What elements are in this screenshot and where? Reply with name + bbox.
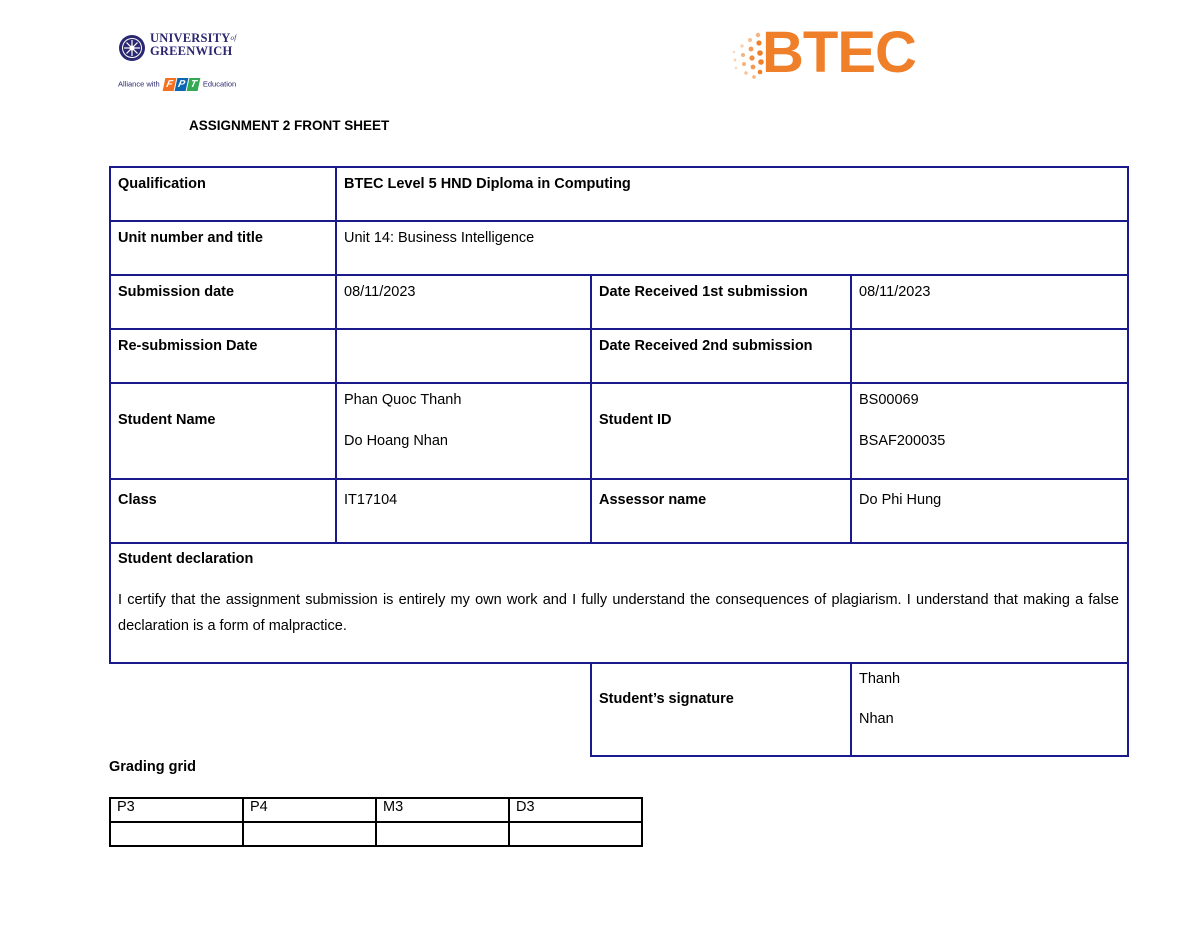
greenwich-seal-icon [118,34,146,62]
student-id-label: Student ID [599,412,672,428]
grading-grid [109,797,643,847]
qualification-value: BTEC Level 5 HND Diploma in Computing [344,176,631,192]
assessor-value: Do Phi Hung [859,492,942,508]
table-border [590,755,1129,757]
greenwich-wordmark [150,32,236,58]
table-border [109,542,1129,544]
grade-value-p3 [110,822,243,846]
grading-grid-title: Grading grid [109,759,196,775]
alliance-suffix: Education [202,79,237,89]
student-name-1: Phan Quoc Thanh [344,392,462,408]
table-border [109,478,1129,480]
greenwich-of: of [230,34,237,42]
declaration-label: Student declaration [118,551,254,567]
grading-grid-value-row [110,822,642,846]
btec-wordmark: BTEC [762,20,916,85]
fpt-letter-f: F [162,78,176,91]
grade-value-m3 [376,822,509,846]
page-title: ASSIGNMENT 2 FRONT SHEET [189,118,390,133]
class-value: IT17104 [344,492,398,508]
unit-label: Unit number and title [118,230,263,246]
qualification-label: Qualification [118,176,206,192]
greenwich-line2: GREENWICH [150,44,233,58]
fpt-logo [164,78,199,91]
date-received-2-value [851,329,867,347]
greenwich-line1: UNIVERSITY [150,31,231,45]
greenwich-logo [118,32,248,94]
date-received-1-label: Date Received 1st submission [599,284,808,300]
signature-1: Thanh [859,671,901,687]
btec-logo [728,20,916,86]
table-border [109,662,1129,664]
fpt-letter-p: P [174,78,188,91]
submission-date-label: Submission date [118,284,235,300]
signature-2: Nhan [859,711,894,727]
date-received-2-label: Date Received 2nd submission [599,338,813,354]
grading-grid-header-row [110,798,642,822]
resubmission-value [336,329,352,347]
grade-value-p4 [243,822,376,846]
grade-header-m3: M3 [376,798,509,822]
assessor-label: Assessor name [599,492,707,508]
table-border [1127,166,1129,757]
grade-header-d3: D3 [509,798,642,822]
student-name-2: Do Hoang Nhan [344,433,448,449]
student-id-1: BS00069 [859,392,919,408]
alliance-line [118,78,236,91]
resubmission-label: Re-submission Date [118,338,258,354]
class-label: Class [118,492,157,508]
date-received-1-value: 08/11/2023 [859,284,931,300]
declaration-text: I certify that the assignment submission is entirely my own work and I fully understand the consequences of plagiarism. I understand that making a false declaration is a form of malpractice. [118,592,1119,634]
student-name-label: Student Name [118,412,216,428]
grade-header-p4: P4 [243,798,376,822]
fpt-letter-t: T [186,78,200,91]
unit-value: Unit 14: Business Intelligence [344,230,535,246]
signature-label: Student’s signature [599,691,734,707]
alliance-prefix: Alliance with [118,79,160,89]
table-border [109,382,1129,384]
submission-date-value: 08/11/2023 [344,284,416,300]
grade-value-d3 [509,822,642,846]
student-id-2: BSAF200035 [859,433,946,449]
grade-header-p3: P3 [110,798,243,822]
